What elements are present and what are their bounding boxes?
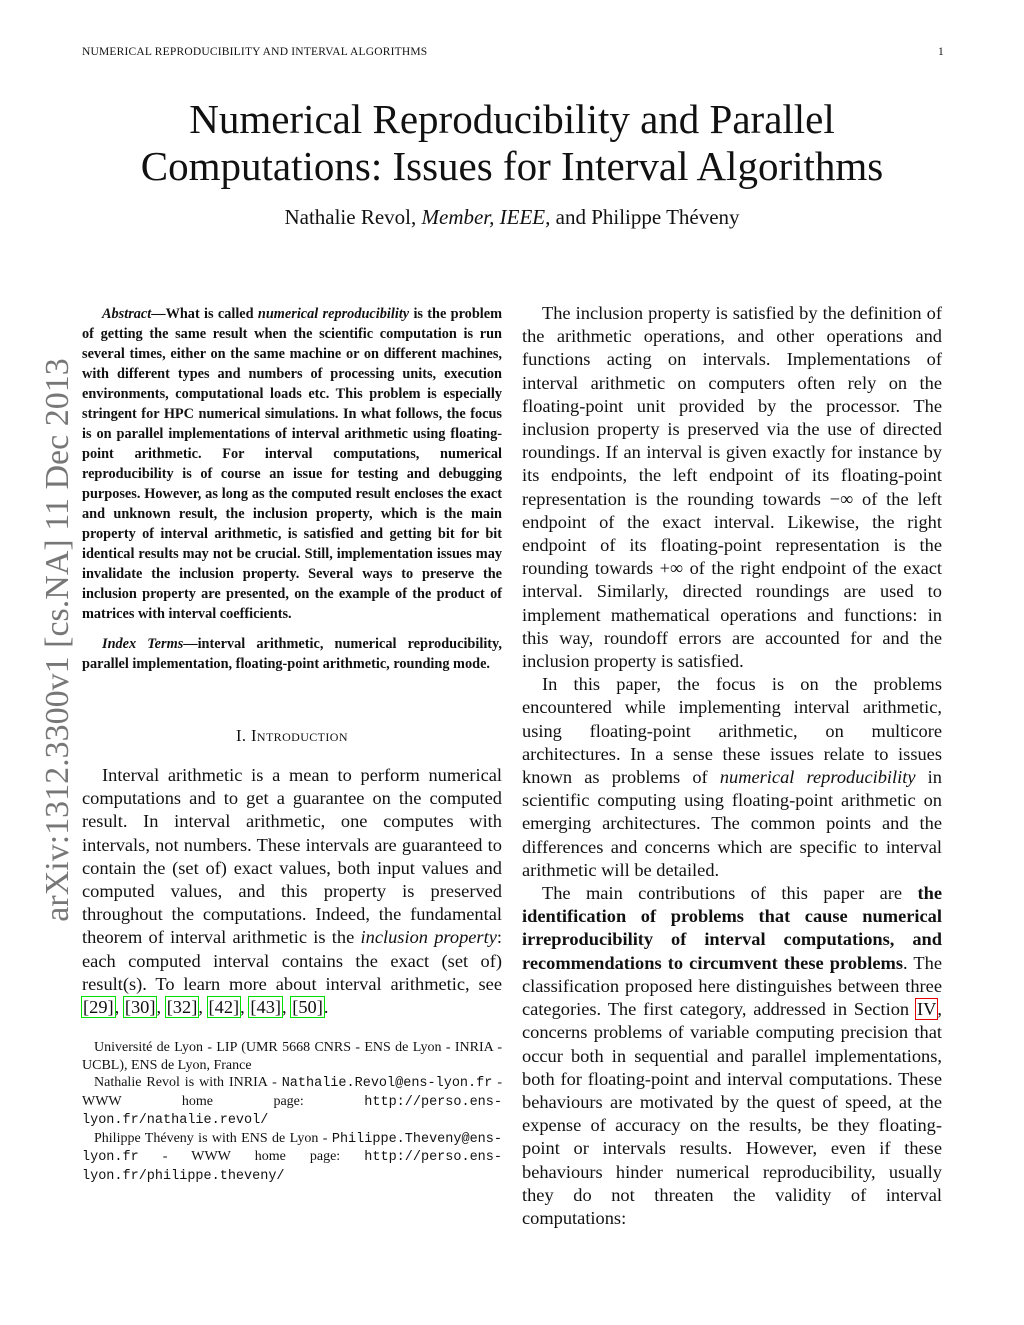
citation-link[interactable]: [42] xyxy=(208,997,240,1018)
right-column xyxy=(522,302,942,1230)
index-terms-text: —interval arithmetic, numerical reproducibility, parallel implementation, floating-point arithmetic, rounding mode. xyxy=(82,636,502,672)
abstract xyxy=(82,304,502,624)
running-header xyxy=(82,46,944,58)
index-terms-label: Index Terms xyxy=(102,636,184,652)
right-p2-text-b: in scientific computing using floating-point arithmetic on emerging architectures. The common points and the differences and concerns which are specific to interval arithmetic will be detailed. xyxy=(522,767,942,880)
section-ref-link[interactable]: IV xyxy=(916,999,937,1020)
revol-email: Nathalie.Revol@ens-lyon.fr xyxy=(281,1076,493,1092)
citation-link[interactable]: [32] xyxy=(166,997,198,1018)
intro-end: . xyxy=(323,997,329,1018)
page-number: 1 xyxy=(938,46,944,58)
left-column xyxy=(82,304,502,1185)
intro-paragraph xyxy=(82,764,502,1019)
citation-sep: , xyxy=(198,997,208,1018)
abstract-text: is the problem of getting the same result when the scientific computation is run several times, either on the same machine or on different machines, with different types and numbers of processing units, execution environments, computational loads etc. This problem is especially stringent for HPC numerical simulations. In what follows, the focus is on parallel implementations of interval arithmetic using floating-point arithmetic. For interval computations, numerical reproducibility is of course an issue for testing and debugging purposes. However, as long as the computed result encloses the exact and unknown result, the inclusion property, which is the main property of interval arithmetic, is satisfied and getting bit for bit identical results may not be crucial. Still, implementation issues may invalidate the inclusion property. Several ways to preserve the inclusion property are presented, on the example of the product of matrices with interval coefficients. xyxy=(82,306,502,622)
title-line-1: Numerical Reproducibility and Parallel xyxy=(189,96,835,142)
footnote-theveny-mid: - WWW home page: xyxy=(138,1149,365,1165)
citation-link[interactable]: [50] xyxy=(292,997,323,1018)
paper-title xyxy=(80,96,944,190)
right-p3-bold: the identification of problems that cause numerical irreproducibility of interval computations, and recommendations to circumvent these problems xyxy=(522,883,942,973)
citation-link[interactable]: [30] xyxy=(124,997,156,1018)
author-line xyxy=(80,205,944,230)
index-terms xyxy=(82,634,502,674)
intro-text-a: Interval arithmetic is a mean to perform numerical computations and to get a guarantee on the computed result. In interval arithmetic, one computes with intervals, not numbers. These intervals are guaranteed to contain the (set of) exact values, both input values and computed values, and this property is preserved throughout the computations. Indeed, the fundamental theorem of interval arithmetic is the xyxy=(82,765,502,948)
citation-sep: , xyxy=(282,997,292,1018)
right-p3-text-c: , concerns problems of variable computing precision that occur both in sequential and parallel implementations, both for floating-point and interval computations. These behaviours are motivated by the quest of speed, at the expense of accuracy on the results, be they floating-point or intervals results. However, even if these behaviours hinder numerical reproducibility, usually they do not threaten the validity of interval computations: xyxy=(522,999,942,1228)
footnote-affiliation: Université de Lyon - LIP (UMR 5668 CNRS - ENS de Lyon - INRIA - UCBL), ENS de Lyon, France xyxy=(82,1040,502,1073)
abstract-label: Abstract xyxy=(102,306,152,322)
abstract-term: numerical reproducibility xyxy=(257,306,410,322)
right-paragraph-1: The inclusion property is satisfied by the definition of the arithmetic operations, and other operations and functions acting on intervals. Implementations of interval arithmetic on computers often rely on the floating-point unit provided by the processor. The inclusion property is preserved via the use of directed roundings. If an interval is given exactly for instance by its endpoints, the left endpoint of its floating-point representation is the rounding towards −∞ of the left endpoint of the exact interval. Likewise, the right endpoint of its floating-point representation is the rounding towards +∞ of the right endpoint of the exact interval. Similarly, directed roundings are used to implement mathematical operations and functions: in this way, roundoff errors are accounted for and the inclusion property is satisfied. xyxy=(522,303,942,672)
title-line-2: Computations: Issues for Interval Algorithms xyxy=(140,143,884,189)
citation-sep: , xyxy=(240,997,250,1018)
citation-link[interactable]: [29] xyxy=(83,997,114,1018)
section-title: Introduction xyxy=(250,726,348,745)
author-role: Member, IEEE, xyxy=(421,205,551,229)
right-paragraph-3 xyxy=(522,882,942,1230)
right-p2-term: numerical reproducibility xyxy=(719,767,916,788)
footnote-theveny xyxy=(82,1130,502,1186)
theveny-homepage: http://perso.ens-lyon.fr/philippe.theveny/ xyxy=(82,1150,502,1184)
section-number: I. xyxy=(236,726,247,745)
running-title: NUMERICAL REPRODUCIBILITY AND INTERVAL ALGORITHMS xyxy=(82,46,428,58)
section-heading xyxy=(82,726,502,746)
revol-homepage: http://perso.ens-lyon.fr/nathalie.revol/ xyxy=(82,1094,502,1129)
arxiv-stamp: arXiv:1312.3300v1 [cs.NA] 11 Dec 2013 xyxy=(39,358,76,922)
footnote-revol xyxy=(82,1074,502,1130)
footnote-revol-mid: - WWW home page: xyxy=(82,1075,502,1109)
theveny-email: Philippe.Theveny@ens-lyon.fr xyxy=(82,1131,502,1166)
right-paragraph-2 xyxy=(522,673,942,882)
citation-link[interactable]: [43] xyxy=(250,997,282,1018)
footnote-revol-prefix: Nathalie Revol is with INRIA - xyxy=(94,1075,282,1091)
right-p3-text-b: . The classification proposed here distinguishes between three categories. The first category, addressed in Section xyxy=(522,952,942,1020)
right-p2-text-a: In this paper, the focus is on the problems encountered while implementing interval arithmetic, using floating-point arithmetic, on multicore architectures. In a sense these issues relate to issues known as problems of xyxy=(522,674,942,788)
intro-text-b: : each computed interval contains the exact (set of) result(s). To learn more about interval arithmetic, see xyxy=(82,927,502,994)
intro-term: inclusion property xyxy=(360,927,497,948)
right-p3-text-a: The main contributions of this paper are xyxy=(542,883,918,904)
citation-sep: , xyxy=(156,997,166,1018)
author-rest: and Philippe Théveny xyxy=(555,205,740,229)
footnote xyxy=(82,1039,502,1185)
abstract-dash: —What is called xyxy=(151,306,258,322)
citation-sep: , xyxy=(114,997,124,1018)
author-first: Nathalie Revol, xyxy=(284,205,417,229)
footnote-theveny-prefix: Philippe Théveny is with ENS de Lyon - xyxy=(94,1130,332,1146)
